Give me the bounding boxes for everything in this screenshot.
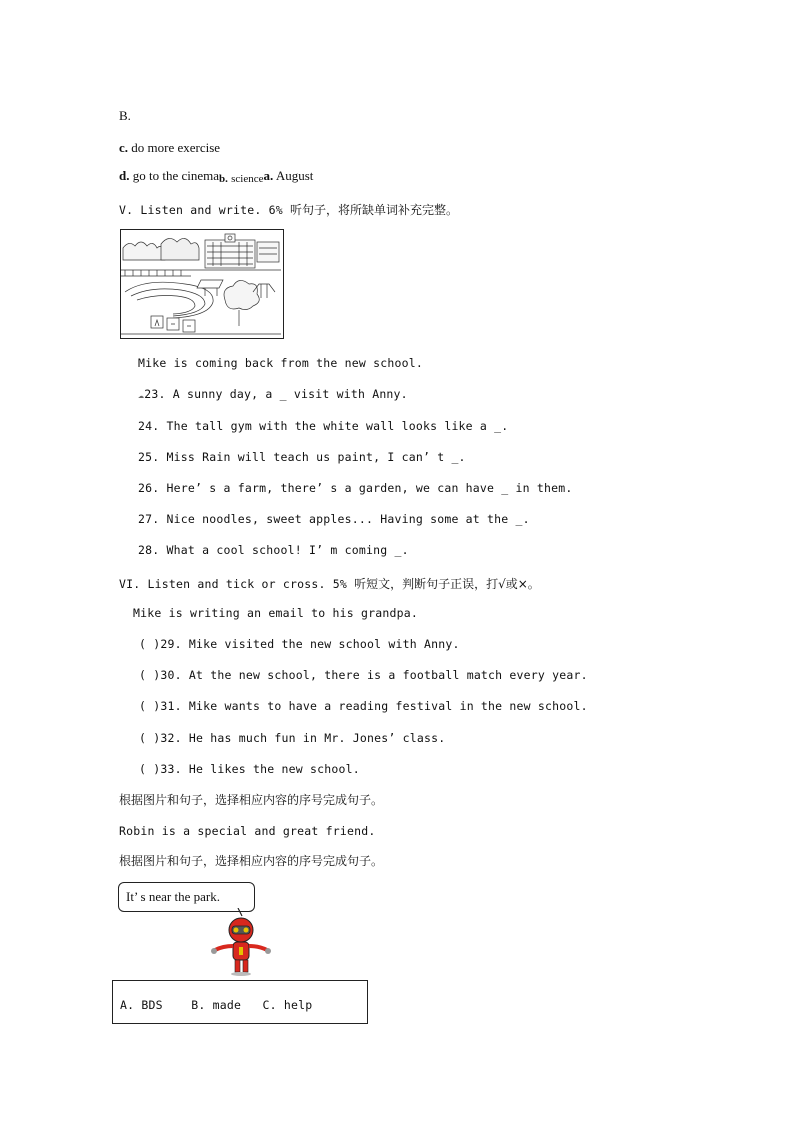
question-23 [138, 387, 408, 401]
section5-intro: Mike is coming back from the new school. [138, 356, 423, 370]
question-29-text: 29. Mike visited the new school with Anny. [160, 637, 460, 651]
question-25: 25. Miss Rain will teach us paint, I can’ t _. [138, 450, 466, 464]
option-d-text: go to the cinema [132, 168, 220, 183]
school-drawing-icon [121, 230, 283, 338]
question-32-text: 32. He has much fun in Mr. Jones’ class. [160, 731, 446, 745]
question-23-text: 23. A sunny day, a _ visit with Anny. [144, 387, 408, 401]
question-30 [139, 668, 588, 682]
school-illustration [120, 229, 284, 339]
section5-heading-en: V. Listen and write. 6% [119, 203, 290, 217]
option-b-text: science [231, 173, 264, 185]
question-28: 28. What a cool school! I’ m coming _. [138, 543, 409, 557]
option-b-label: B. [119, 108, 131, 123]
question-33-text: 33. He likes the new school. [160, 762, 360, 776]
listen-icon: ☁ [138, 390, 145, 401]
robin-sentence: Robin is a special and great friend. [119, 824, 376, 838]
question-33 [139, 762, 360, 776]
option-a-text: August [275, 168, 314, 183]
question-26: 26. Here’ s a farm, there’ s a garden, we can have _ in them. [138, 481, 573, 495]
question-24: 24. The tall gym with the white wall looks like a _. [138, 419, 509, 433]
speech-bubble-text: It’ s near the park. [126, 889, 220, 904]
section6-intro: Mike is writing an email to his grandpa. [133, 606, 418, 620]
instruction-1: 根据图片和句子，选择相应内容的序号完成句子。 [119, 793, 384, 807]
section6-heading [119, 573, 540, 592]
option-b-letter: b. [219, 173, 228, 185]
answer-paren[interactable]: ( ) [139, 637, 161, 651]
option-c [119, 140, 220, 156]
options-box [112, 980, 368, 1024]
instruction-2: 根据图片和句子，选择相应内容的序号完成句子。 [119, 854, 384, 868]
question-30-text: 30. At the new school, there is a football match every year. [160, 668, 588, 682]
answer-paren[interactable]: ( ) [139, 668, 161, 682]
question-32 [139, 731, 445, 745]
options-text: A. BDS B. made C. help [120, 998, 313, 1012]
section5-heading-cn: 听句子，将所缺单词补充完整。 [289, 203, 458, 217]
option-a-letter: a. [263, 168, 274, 183]
section6-heading-cn: 听短文，判断句子正误，打√或×。 [354, 577, 540, 591]
robot-robin-icon [208, 908, 274, 978]
option-c-letter: c. [119, 140, 129, 155]
answer-paren[interactable]: ( ) [139, 699, 161, 713]
section5-heading [119, 199, 458, 218]
question-27: 27. Nice noodles, sweet apples... Having some at the _. [138, 512, 530, 526]
option-d-letter: d. [119, 168, 130, 183]
section6-heading-en: VI. Listen and tick or cross. 5% [119, 577, 355, 591]
option-c-text: do more exercise [131, 140, 221, 155]
question-29 [139, 637, 460, 651]
answer-paren[interactable]: ( ) [139, 762, 161, 776]
option-d [119, 168, 313, 184]
question-31-text: 31. Mike wants to have a reading festival in the new school. [160, 699, 588, 713]
answer-paren[interactable]: ( ) [139, 731, 161, 745]
question-31 [139, 699, 588, 713]
